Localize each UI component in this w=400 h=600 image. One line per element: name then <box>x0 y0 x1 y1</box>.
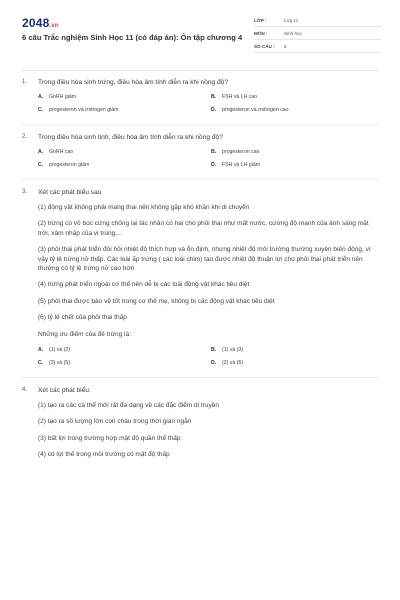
answer-option[interactable] <box>38 148 211 156</box>
meta-value: 6 <box>284 43 287 49</box>
option-letter: B. <box>211 94 217 100</box>
question-list <box>22 78 378 475</box>
answer-option[interactable] <box>38 93 211 101</box>
statement-item: (4) trứng phát triển ngoài cơ thể nên dễ bị các loài động vật khác tiêu diệt <box>38 281 250 289</box>
statement-item: (2) trứng có vỏ bọc cứng chống lại tác nhân có hại cho phôi thai như mất nước, cường độ mạnh của ánh sáng mặt trời, xâm nhập của vi trùng,... <box>38 220 369 237</box>
meta-table <box>254 14 382 53</box>
question-number: 3. <box>22 189 28 195</box>
meta-value: Lớp 11 <box>284 17 299 23</box>
option-text: progesteron và ơstrogen cao <box>222 107 289 113</box>
question-number: 4. <box>22 387 28 394</box>
answer-option[interactable] <box>211 93 378 101</box>
question-text: Trong điều hòa sinh tinh, điều hòa âm tính diễn ra khi nồng độ? <box>38 134 223 141</box>
site-logo[interactable] <box>22 16 59 30</box>
question-text: Xét các phát biểu: <box>38 387 91 395</box>
option-text: GnRH giảm <box>49 94 77 100</box>
page-header <box>22 14 382 62</box>
question-stem <box>22 188 378 197</box>
question-stem <box>22 78 378 87</box>
option-text: progesteron cao <box>222 149 260 155</box>
option-letter: C. <box>38 107 44 113</box>
question-block <box>22 188 378 375</box>
option-letter: B. <box>211 347 217 354</box>
option-letter: A. <box>38 149 44 155</box>
option-letter: C. <box>38 360 44 367</box>
meta-label: LỚP : <box>254 17 267 23</box>
option-letter: C. <box>38 162 44 168</box>
logo-main: 2048 <box>22 16 50 30</box>
question-divider <box>22 377 378 378</box>
answer-options <box>22 148 378 169</box>
statement-item: (4) có lợi thế trong môi trường có mật độ thấp <box>38 451 170 459</box>
answer-options <box>22 93 378 114</box>
statement-item: (3) bất lợi trong trường hợp mật độ quần thể thấp <box>38 434 181 442</box>
question-block <box>22 133 378 177</box>
meta-row-count <box>254 40 382 53</box>
statement-item: (3) phôi thai phát triển đòi hỏi nhiệt độ thích hợp và ổn định, nhưng nhiệt độ môi trường thường xuyên biến động, vì vậy tỷ lệ trứng nở thấp. Các loài ấp trứng ( các loài chim) tạo được nhiệt độ thuận lợi cho phôi thai phát triển nên thường có tỷ lệ trứng nở cao hơn <box>38 246 371 273</box>
option-text: progesteron và ơstrogen giảm <box>49 107 119 113</box>
answer-option[interactable] <box>211 346 378 354</box>
meta-label: SỐ CÂU : <box>254 43 275 49</box>
option-text: progesteron giảm <box>49 162 90 168</box>
question-stem <box>22 386 378 395</box>
question-number: 1. <box>22 79 28 85</box>
option-letter: A. <box>38 347 44 354</box>
question-block <box>22 78 378 122</box>
option-letter: D. <box>211 162 217 168</box>
question-divider <box>22 179 378 180</box>
statement-item: (6) tỷ lệ chết của phôi thai thấp <box>38 314 127 322</box>
question-text: Xét các phát biểu sau <box>38 189 102 196</box>
answer-option[interactable] <box>38 359 211 367</box>
statement-item: (2) tạo ra số lượng lớn con cháu trong thời gian ngắn <box>38 418 192 426</box>
meta-row-subject <box>254 27 382 40</box>
option-text: GnRH cao <box>49 149 74 155</box>
meta-label: MÔN : <box>254 30 268 36</box>
answer-option[interactable] <box>211 106 378 114</box>
option-text: FSH và LH giảm <box>222 162 261 168</box>
question-stem <box>22 133 378 142</box>
answer-option[interactable] <box>211 359 378 367</box>
answer-option[interactable] <box>211 161 378 169</box>
answer-option[interactable] <box>38 346 211 354</box>
option-letter: A. <box>38 94 44 100</box>
meta-row-grade <box>254 14 382 27</box>
meta-value: Sinh học <box>284 30 302 36</box>
option-text: (1) và (3) <box>222 347 244 354</box>
answer-option[interactable] <box>211 148 378 156</box>
statement-item: (1) động vật không phải mang thai nên không gặp khó khăn khi di chuyển <box>38 204 250 211</box>
document-title: 6 câu Trắc nghiệm Sinh Học 11 (có đáp án): Ôn tập chương 4 <box>22 33 243 42</box>
option-text: (3) và (5) <box>49 360 71 367</box>
statement-item: (5) phôi thai được bảo vệ tốt trong cơ thể mẹ, không bị các động vật khác tiêu diệt <box>38 297 275 305</box>
header-divider <box>22 70 378 71</box>
option-letter: D. <box>211 107 217 113</box>
option-text: FSH và LH cao <box>222 94 258 100</box>
question-block <box>22 386 378 475</box>
question-prompt: Những ưu điểm của đẻ trứng là: <box>38 330 131 338</box>
question-divider <box>22 124 378 125</box>
statement-item: (1) tạo ra các cá thể mới rất đa dạng về các đặc điểm di truyền <box>38 402 219 410</box>
answer-option[interactable] <box>38 161 211 169</box>
question-text: Trong điều hòa sinh trứng, điều hòa âm tính diễn ra khi nồng độ? <box>38 79 229 86</box>
answer-options <box>22 346 378 367</box>
option-letter: B. <box>211 149 217 155</box>
option-text: (1) và (2) <box>49 347 71 354</box>
logo-suffix: .vn <box>49 23 59 29</box>
option-letter: D. <box>211 360 217 367</box>
answer-option[interactable] <box>38 106 211 114</box>
question-number: 2. <box>22 134 28 140</box>
option-text: (2) và (6) <box>222 360 244 367</box>
